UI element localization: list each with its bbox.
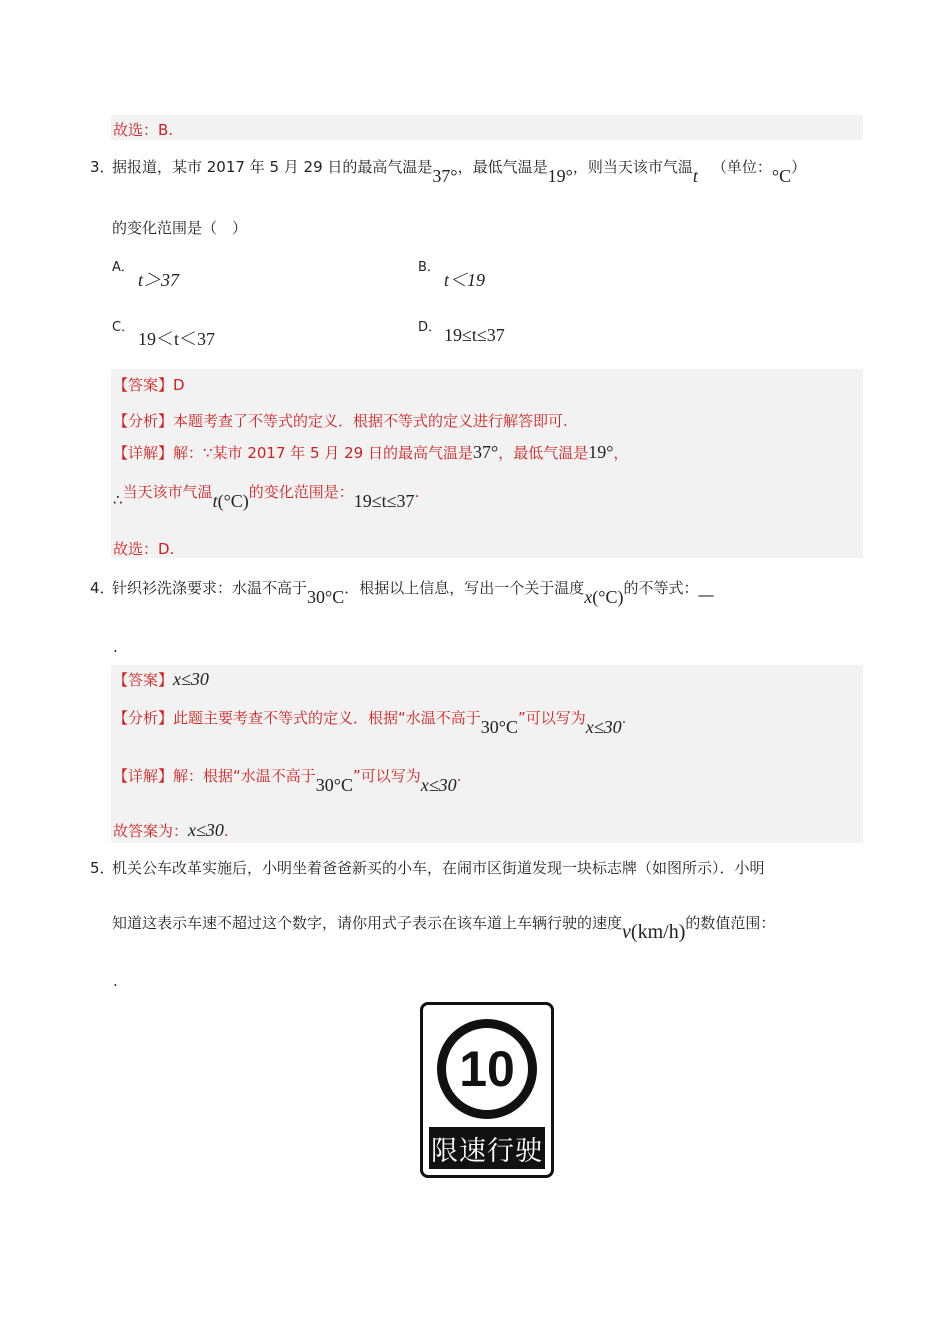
q3-min-temp: 19°	[547, 166, 573, 186]
q3-number: 3．	[90, 158, 115, 176]
q4-detail: 【详解】解：根据“水温不高于30°C”可以写为x≤30.	[113, 767, 462, 795]
q3-detail-line1: 【详解】解：∵某市 2017 年 5 月 29 日的最高气温是37°，最低气温是19°，	[113, 442, 629, 462]
speed-limit-caption: 限速行驶	[429, 1127, 545, 1169]
q4-period: .	[113, 638, 118, 656]
q3-detail-line2: ∴当天该市气温t(°C)的变化范围是：19≤t≤37.	[113, 483, 420, 511]
q2-answer-box	[111, 115, 863, 140]
q3-stem-line1: 据报道，某市 2017 年 5 月 29 日的最高气温是37°，最低气温是19°，则当天该市气温t （单位：°C）	[112, 158, 807, 186]
q3-var: t	[692, 166, 698, 186]
q3-answer: 【答案】D	[113, 376, 185, 394]
q3-conclusion: 故选：D.	[113, 540, 175, 558]
q3-analysis: 【分析】本题考查了不等式的定义．根据不等式的定义进行解答即可.	[113, 412, 568, 430]
q3-option-c-label: C．	[112, 320, 135, 335]
speed-limit-number: 10	[437, 1019, 537, 1119]
q4-analysis: 【分析】此题主要考查不等式的定义．根据“水温不高于30°C”可以写为x≤30.	[113, 709, 627, 737]
q4-number: 4．	[90, 579, 115, 597]
q3-option-b: t＜19	[444, 270, 486, 290]
q4-stem: 针织衫洗涤要求：水温不高于30°C．根据以上信息，写出一个关于温度x(°C)的不等式：__	[112, 579, 714, 607]
q4-blank: __	[698, 579, 714, 597]
q5-stem-line2: 知道这表示车速不超过这个数字，请你用式子表示在该车道上车辆行驶的速度v(km/h)的数值范围：	[112, 914, 776, 943]
speed-limit-sign	[420, 1002, 554, 1178]
q3-option-d: 19≤t≤37	[444, 325, 505, 345]
q5-stem-line1: 机关公车改革实施后，小明坐着爸爸新买的小车，在闹市区街道发现一块标志牌（如图所示）．小明	[112, 859, 765, 877]
q4-final: 故答案为：x≤30.	[113, 820, 229, 840]
q3-option-b-label: B．	[418, 260, 440, 275]
q3-option-d-label: D．	[418, 320, 442, 335]
q5-number: 5．	[90, 859, 115, 877]
q3-option-c: 19＜t＜37	[138, 329, 216, 349]
q4-solution-box	[111, 665, 863, 843]
q3-unit: °C	[771, 166, 792, 186]
q3-max-temp: 37°	[432, 166, 458, 186]
q3-stem-line2: 的变化范围是（ ）	[112, 219, 248, 237]
q2-conclusion: 故选：B.	[113, 121, 174, 139]
q3-option-a: t＞37	[138, 270, 180, 290]
q5-period: .	[113, 972, 118, 990]
q3-solution-box	[111, 369, 863, 558]
q4-answer: 【答案】x≤30	[113, 669, 209, 689]
q3-option-a-label: A．	[112, 260, 134, 275]
